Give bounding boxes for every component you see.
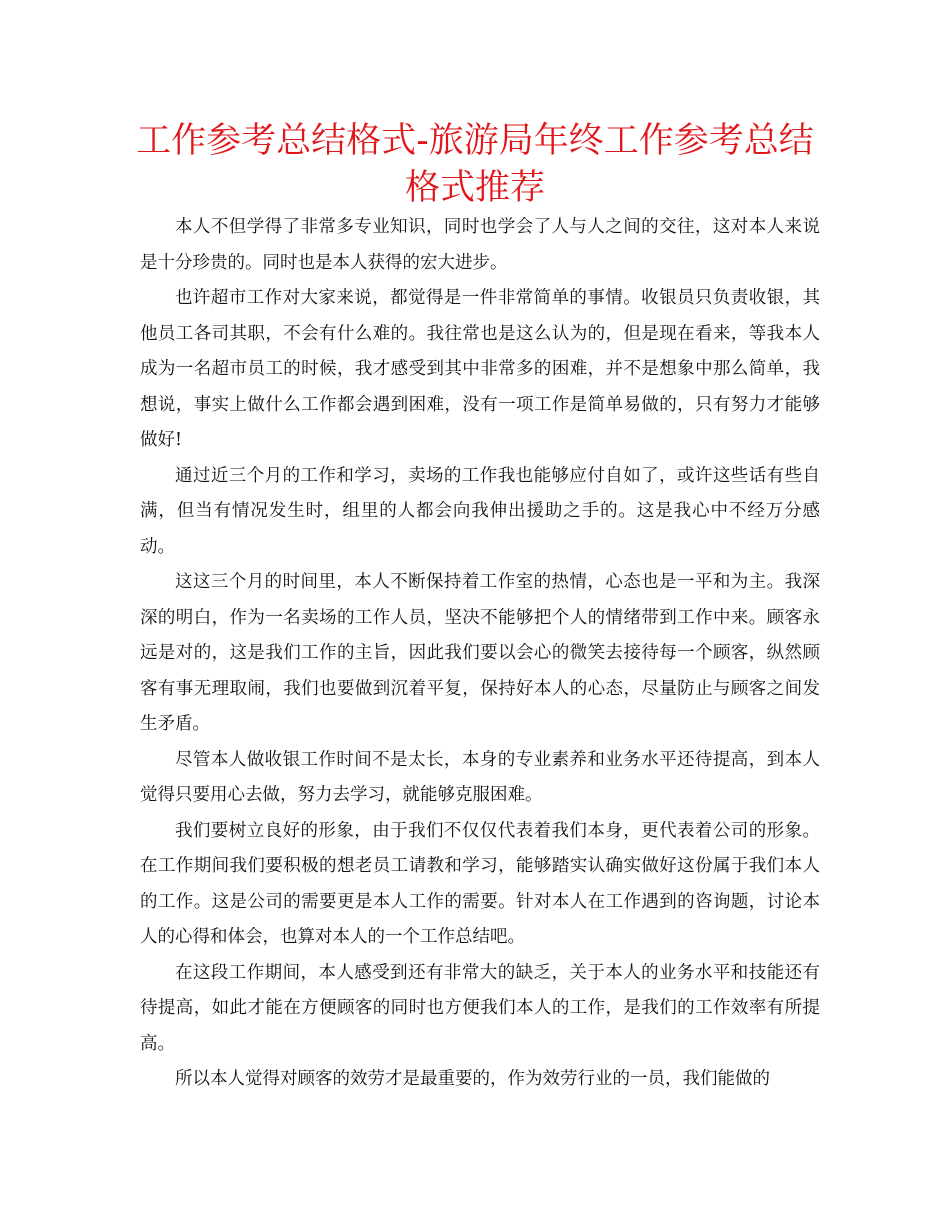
paragraph: 通过近三个月的工作和学习，卖场的工作我也能够应付自如了，或许这些话有些自满，但当有情况发生时，组里的人都会向我伸出援助之手的。这是我心中不经万分感动。 [140,465,820,557]
paragraph: 也许超市工作对大家来说，都觉得是一件非常简单的事情。收银员只负责收银，其他员工各司其职，不会有什么难的。我往常也是这么认为的，但是现在看来，等我本人成为一名超市员工的时候，我才感受到其中非常多的困难，并不是想象中那么简单，我想说，事实上做什么工作都会遇到困难，没有一项工作是简单易做的，只有努力才能够做好! [140,288,820,450]
paragraph: 在这段工作期间，本人感受到还有非常大的缺乏，关于本人的业务水平和技能还有待提高，如此才能在方便顾客的同时也方便我们本人的工作，是我们的工作效率有所提高。 [140,962,820,1054]
document-body [140,210,820,1098]
document-title: 工作参考总结格式-旅游局年终工作参考总结格式推荐 [136,121,814,208]
paragraph: 这这三个月的时间里，本人不断保持着工作室的热情，心态也是一平和为主。我深深的明白，作为一名卖场的工作人员，坚决不能够把个人的情绪带到工作中来。顾客永远是对的，这是我们工作的主旨，因此我们要以会心的微笑去接待每一个顾客，纵然顾客有事无理取闹，我们也要做到沉着平复，保持好本人的心态，尽量防止与顾客之间发生矛盾。 [140,572,820,734]
paragraph: 尽管本人做收银工作时间不是太长，本身的专业素养和业务水平还待提高，到本人觉得只要用心去做，努力去学习，就能够克服困难。 [140,749,820,805]
paragraph: 本人不但学得了非常多专业知识，同时也学会了人与人之间的交往，这对本人来说是十分珍贵的。同时也是本人获得的宏大进步。 [140,217,820,273]
paragraph: 所以本人觉得对顾客的效劳才是最重要的，作为效劳行业的一员，我们能做的 [175,1069,770,1089]
paragraph: 我们要树立良好的形象，由于我们不仅仅代表着我们本身，更代表着公司的形象。在工作期间我们要积极的想老员工请教和学习，能够踏实认确实做好这份属于我们本人的工作。这是公司的需要更是本人工作的需要。针对本人在工作遇到的咨询题，讨论本人的心得和体会，也算对本人的一个工作总结吧。 [140,820,820,947]
